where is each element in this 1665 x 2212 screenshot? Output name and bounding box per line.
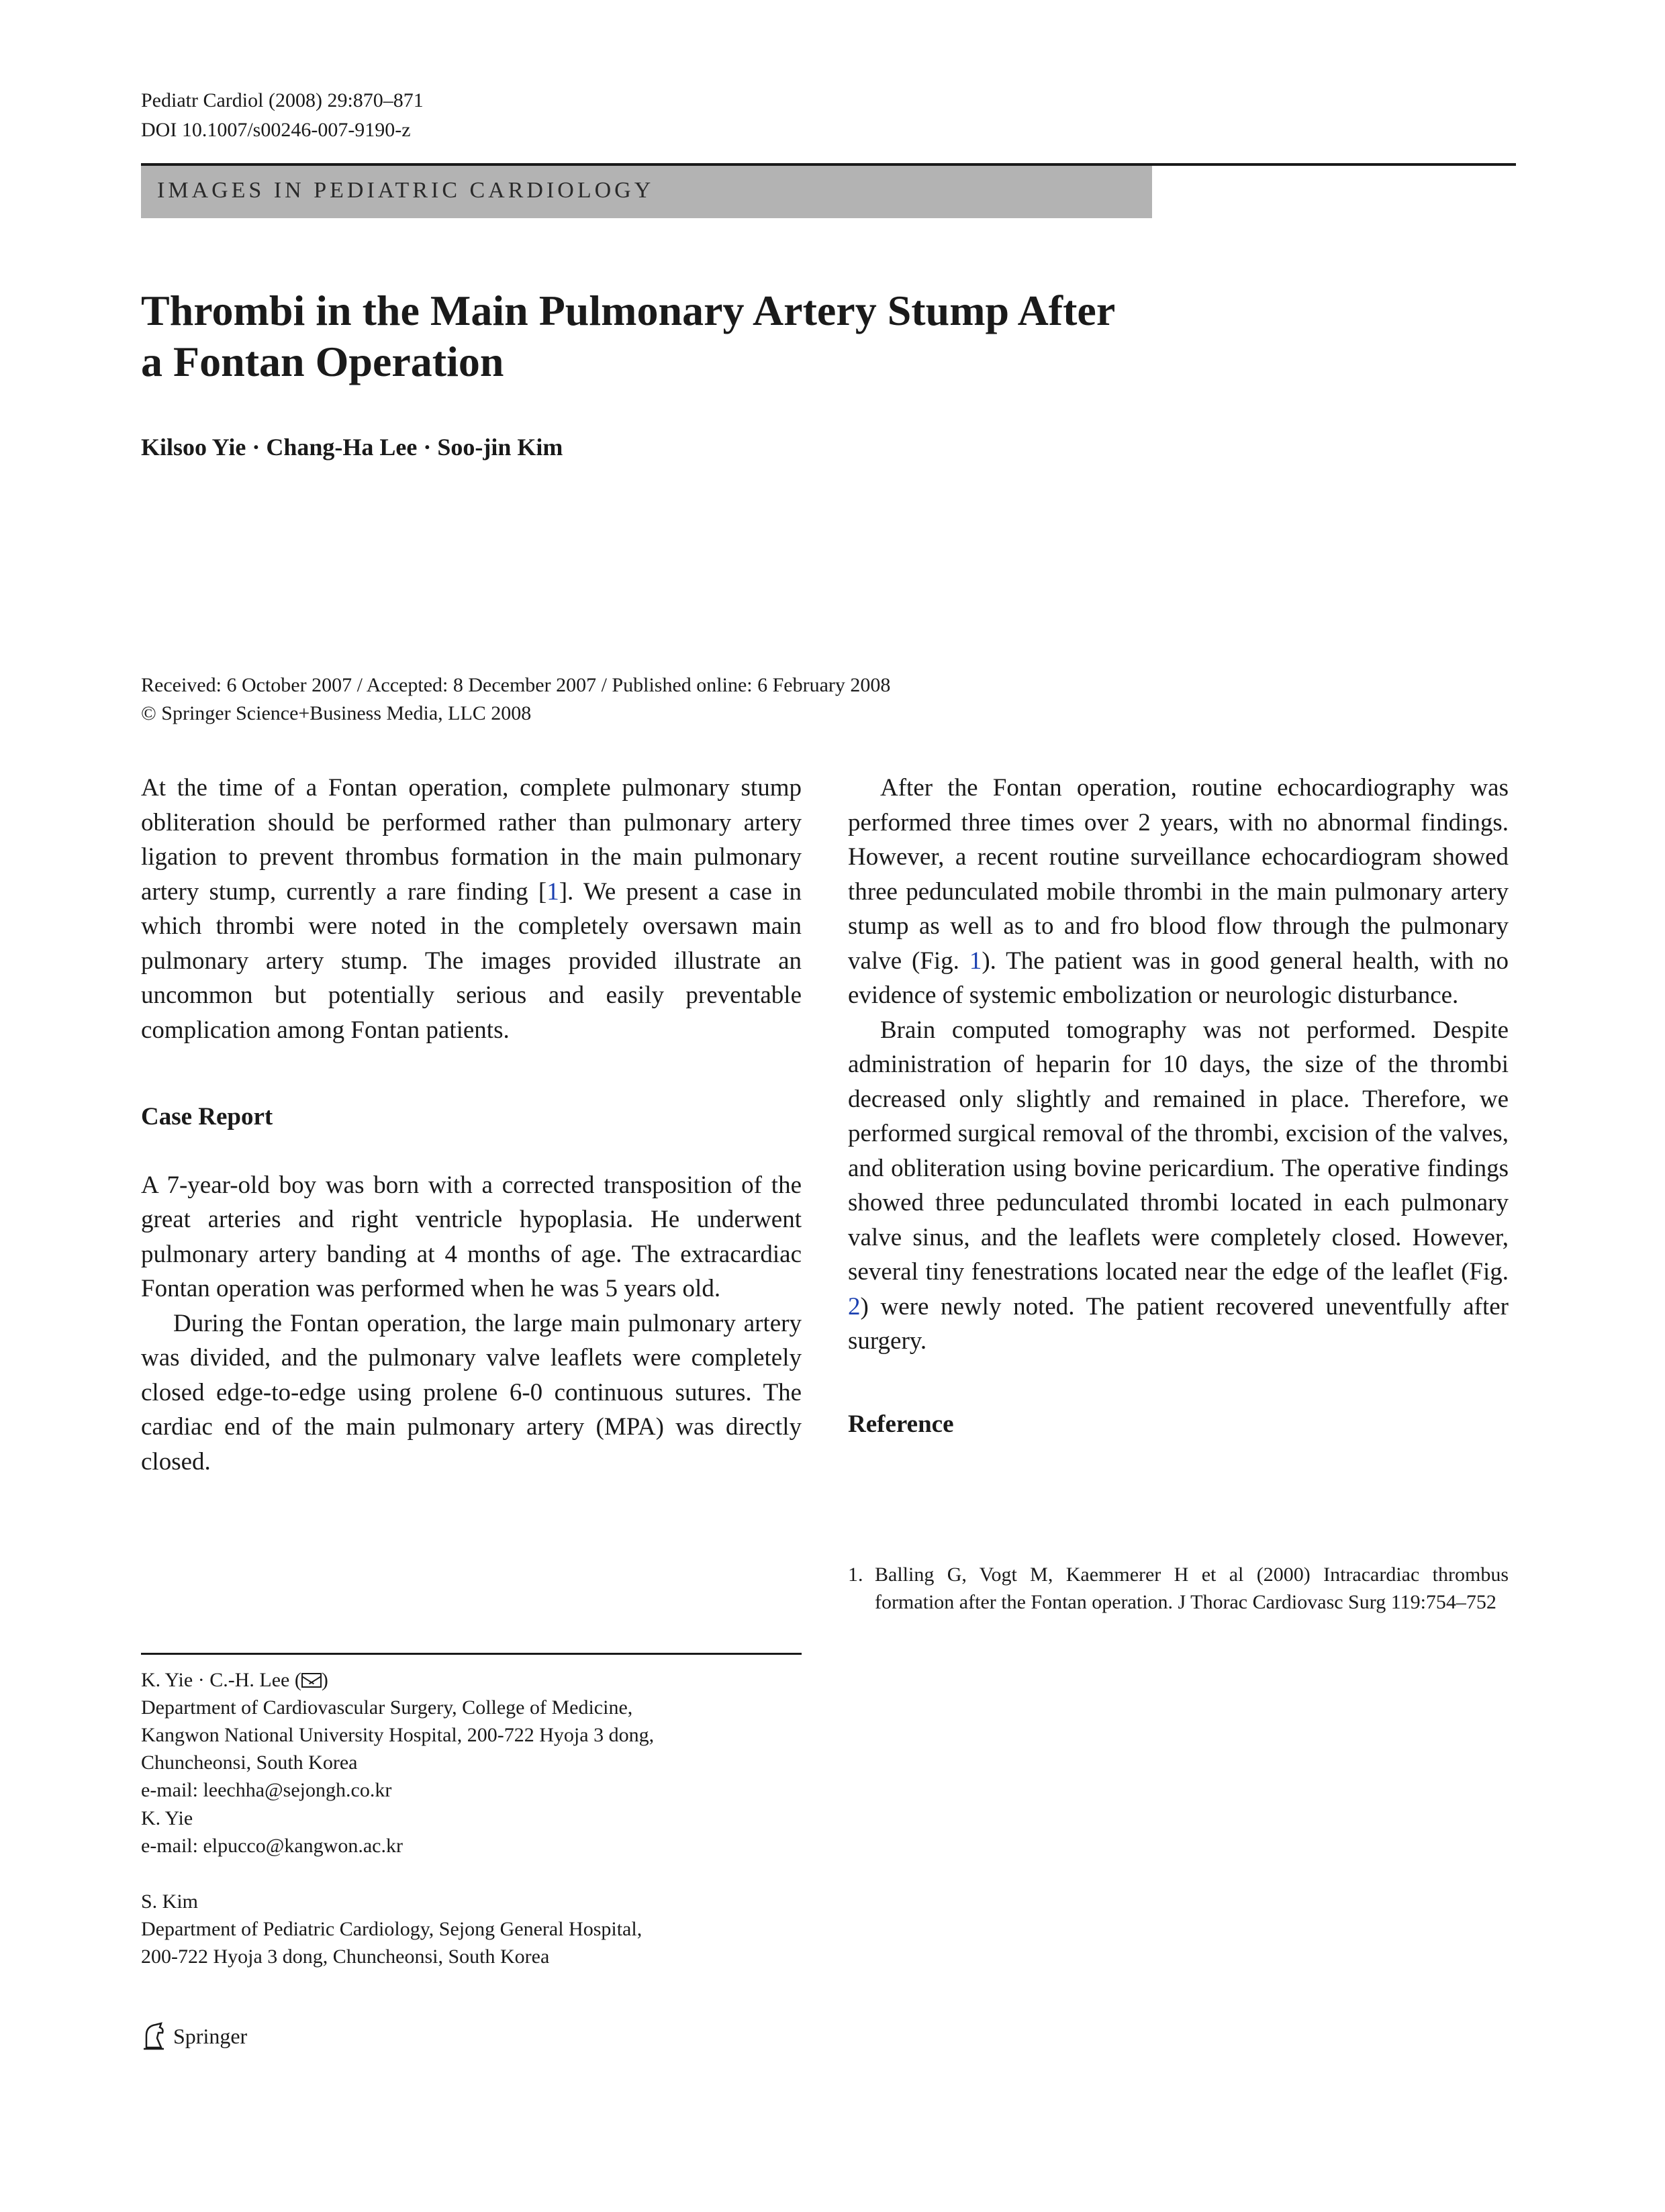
right-paragraph-1: After the Fontan operation, routine echocardiography was performed three times over 2 years, with no abnormal findings. However, a recent routine surveillance echocardiogram showed three pedunculated mobile thrombi in the main pulmonary artery stump as well as to and fro blood flow through the pulmonary valve (Fig. 1). The patient was in good general health, with no evidence of systemic embolization or neurologic disturbance.	[848, 774, 1509, 1009]
journal-header	[141, 86, 424, 145]
section-banner	[141, 166, 1152, 218]
case-report-heading: Case Report	[141, 1103, 273, 1131]
journal-citation: Pediatr Cardiol (2008) 29:870–871	[141, 89, 424, 111]
reference-text: Balling G, Vogt M, Kaemmerer H et al (2000) Intracardiac thrombus formation after the Fontan operation. J Thorac Cardiovasc Surg 119:754–752	[875, 1564, 1509, 1613]
affiliation-3-department: Department of Pediatric Cardiology, Sejong General Hospital,	[141, 1918, 643, 1940]
affiliation-3	[141, 1888, 802, 1970]
affiliation-1	[141, 1666, 802, 1804]
left-column	[141, 771, 802, 1479]
affiliation-1-department: Department of Cardiovascular Surgery, College of Medicine,	[141, 1696, 633, 1719]
affiliation-1-email[interactable]: e-mail: leechha@sejongh.co.kr	[141, 1779, 392, 1801]
footnote-rule	[141, 1653, 802, 1655]
right-paragraph-2: Brain computed tomography was not performed. Despite administration of heparin for 10 days, the size of the thrombi decreased only slightly and remained in place. Therefore, we performed surgical removal of the thrombi, excision of the valves, and obliteration using bovine pericardium. The operative findings showed three pedunculated thrombi located in each pulmonary valve sinus, and the leaflets were completely closed. However, several tiny fenestrations located near the edge of the leaflet (Fig. 2) were newly noted. The patient recovered uneventfully after surgery.	[848, 1016, 1509, 1355]
affiliation-1-institution: Kangwon National University Hospital, 200-722 Hyoja 3 dong,	[141, 1724, 655, 1746]
figure-link-2[interactable]: 2	[848, 1292, 861, 1320]
article-dates	[141, 671, 890, 728]
figure-link-1[interactable]: 1	[969, 947, 982, 975]
affiliation-2-email[interactable]: e-mail: elpucco@kangwon.ac.kr	[141, 1835, 403, 1857]
author-list: Kilsoo Yie · Chang-Ha Lee · Soo-jin Kim	[141, 434, 563, 461]
case-paragraph-2: During the Fontan operation, the large main pulmonary artery was divided, and the pulmonary valve leaflets were completely closed edge-to-edge using prolene 6-0 continuous sutures. The cardiac end of the main pulmonary artery (MPA) was directly closed.	[141, 1309, 802, 1476]
article-title	[141, 285, 1282, 387]
reference-item	[848, 1561, 1509, 1616]
doi: DOI 10.1007/s00246-007-9190-z	[141, 119, 411, 141]
citation-link-1[interactable]: 1	[546, 877, 559, 906]
affiliation-3-name: S. Kim	[141, 1890, 199, 1913]
springer-horse-icon	[141, 2021, 168, 2052]
reference-heading: Reference	[848, 1410, 954, 1438]
title-line-2: a Fontan Operation	[141, 338, 504, 385]
affiliation-2-name: K. Yie	[141, 1807, 193, 1829]
reference-number: 1.	[848, 1564, 863, 1586]
received-accepted-published: Received: 6 October 2007 / Accepted: 8 December 2007 / Published online: 6 February 2008	[141, 674, 891, 696]
copyright: © Springer Science+Business Media, LLC 2008	[141, 702, 532, 724]
right-column	[848, 771, 1509, 1441]
publisher-footer	[141, 2021, 247, 2052]
affiliation-1-city: Chuncheonsi, South Korea	[141, 1751, 358, 1774]
affiliation-2	[141, 1805, 802, 1860]
case-paragraph-1: A 7-year-old boy was born with a corrected transposition of the great arteries and right ventricle hypoplasia. He underwent pulmonary artery banding at 4 months of age. The extracardiac Fontan operation was performed when he was 5 years old.	[141, 1171, 802, 1302]
publisher-name: Springer	[173, 2023, 248, 2048]
affiliation-3-address: 200-722 Hyoja 3 dong, Chuncheonsi, South Korea	[141, 1945, 550, 1968]
affiliation-1-names: K. Yie · C.-H. Lee ( )	[141, 1669, 328, 1691]
intro-paragraph: At the time of a Fontan operation, complete pulmonary stump obliteration should be performed rather than pulmonary artery ligation to prevent thrombus formation in the main pulmonary artery stump, currently a rare finding [1]. We present a case in which thrombi were noted in the completely oversawn main pulmonary artery stump. The images provided illustrate an uncommon but potentially serious and easily preventable complication among Fontan patients.	[141, 774, 802, 1044]
title-line-1: Thrombi in the Main Pulmonary Artery Stump After	[141, 287, 1116, 334]
envelope-icon[interactable]	[301, 1673, 322, 1688]
section-label: IMAGES IN PEDIATRIC CARDIOLOGY	[157, 178, 655, 203]
